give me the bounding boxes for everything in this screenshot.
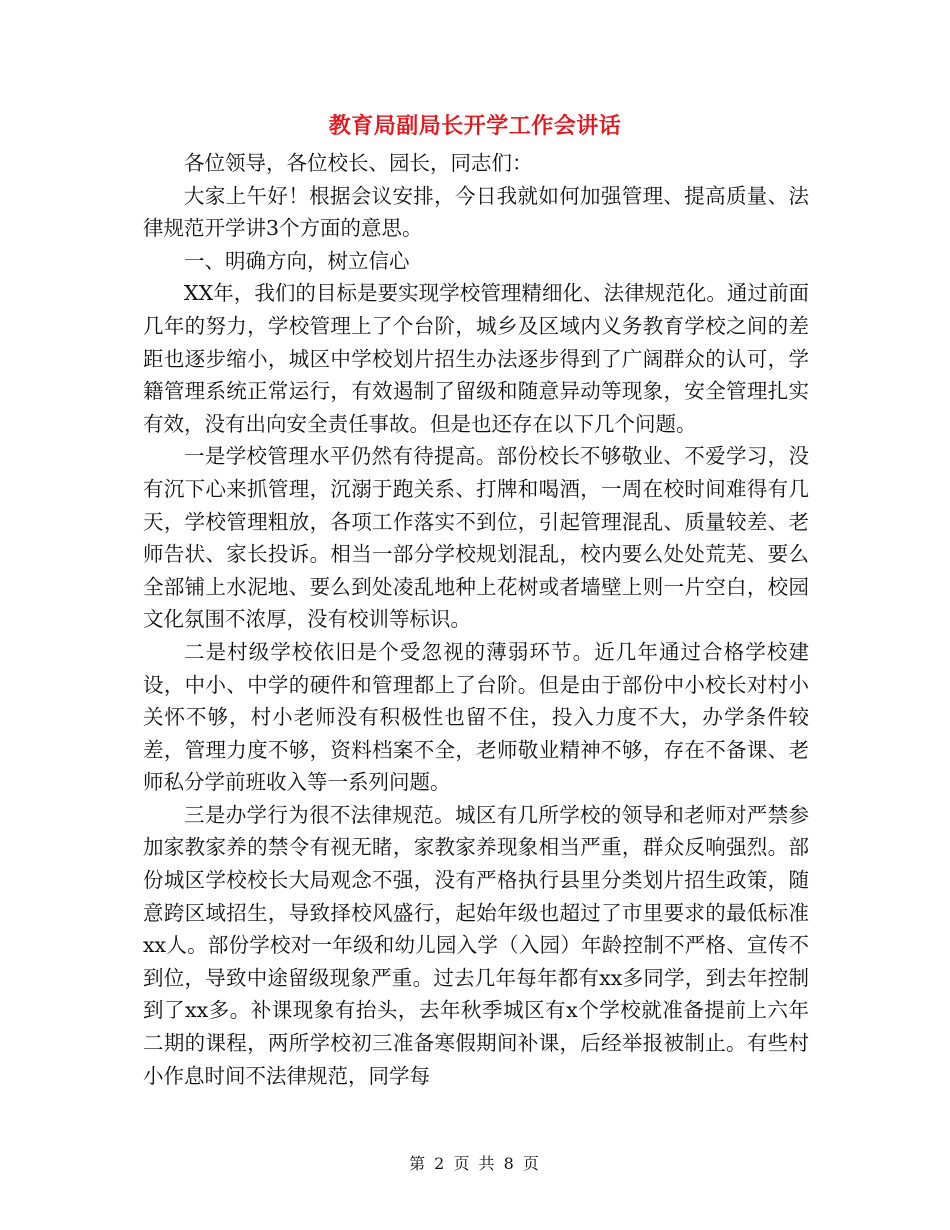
paragraph-opening: 大家上午好！根据会议安排，今日我就如何加强管理、提高质量、法律规范开学讲3个方面的意思。: [143, 183, 809, 241]
paragraph-issue-two: 二是村级学校依旧是个受忽视的薄弱环节。近几年通过合格学校建设，中小、中学的硬件和管理都上了台阶。但是由于部份中小校长对村小关怀不够，村小老师没有积极性也留不住，投入力度不大，办学条件较差，管理力度不够，资料档案不全，老师敬业精神不够，存在不备课、老师私分学前班收入等一系列问题。: [143, 639, 809, 795]
document-title: 教育局副局长开学工作会讲话: [328, 113, 622, 139]
page-number-footer: 第 2 页 共 8 页: [409, 1154, 541, 1173]
paragraph-issue-three: 三是办学行为很不法律规范。城区有几所学校的领导和老师对严禁参加家教家养的禁令有视无睹，家教家养现象相当严重，群众反响强烈。部份城区学校校长大局观念不强，没有严格执行县里分类划片招生政策，随意跨区域招生，导致择校风盛行，起始年级也超过了市里要求的最低标准xx人。部份学校对一年级和幼儿园入学（入园）年龄控制不严格、宣传不到位，导致中途留级现象严重。过去几年每年都有xx多同学，到去年控制到了xx多。补课现象有抬头，去年秋季城区有x个学校就准备提前上六年二期的课程，两所学校初三准备寒假期间补课，后经举报被制止。有些村小作息时间不法律规范，同学每: [143, 802, 809, 1088]
paragraph-goals: XX年，我们的目标是要实现学校管理精细化、法律规范化。通过前面几年的努力，学校管理上了个台阶，城乡及区域内义务教育学校之间的差距也逐步缩小，城区中学校划片招生办法逐步得到了广阔群众的认可，学籍管理系统正常运行，有效遏制了留级和随意异动等现象，安全管理扎实有效，没有出向安全责任事故。但是也还存在以下几个问题。: [143, 281, 809, 436]
paragraph-greeting: 各位领导，各位校长、园长，同志们：: [184, 151, 533, 175]
paragraph-issue-one: 一是学校管理水平仍然有待提高。部份校长不够敬业、不爱学习，没有沉下心来抓管理，沉溺于跑关系、打牌和喝酒，一周在校时间难得有几天，学校管理粗放，各项工作落实不到位，引起管理混乱、质量较差、老师告状、家长投诉。相当一部分学校规划混乱，校内要么处处荒芜、要么全部铺上水泥地、要么到处凌乱地种上花树或者墙壁上则一片空白，校园文化氛围不浓厚，没有校训等标识。: [143, 444, 809, 632]
section-heading: 一、明确方向，树立信心: [184, 248, 410, 273]
document-body: [143, 147, 809, 1092]
